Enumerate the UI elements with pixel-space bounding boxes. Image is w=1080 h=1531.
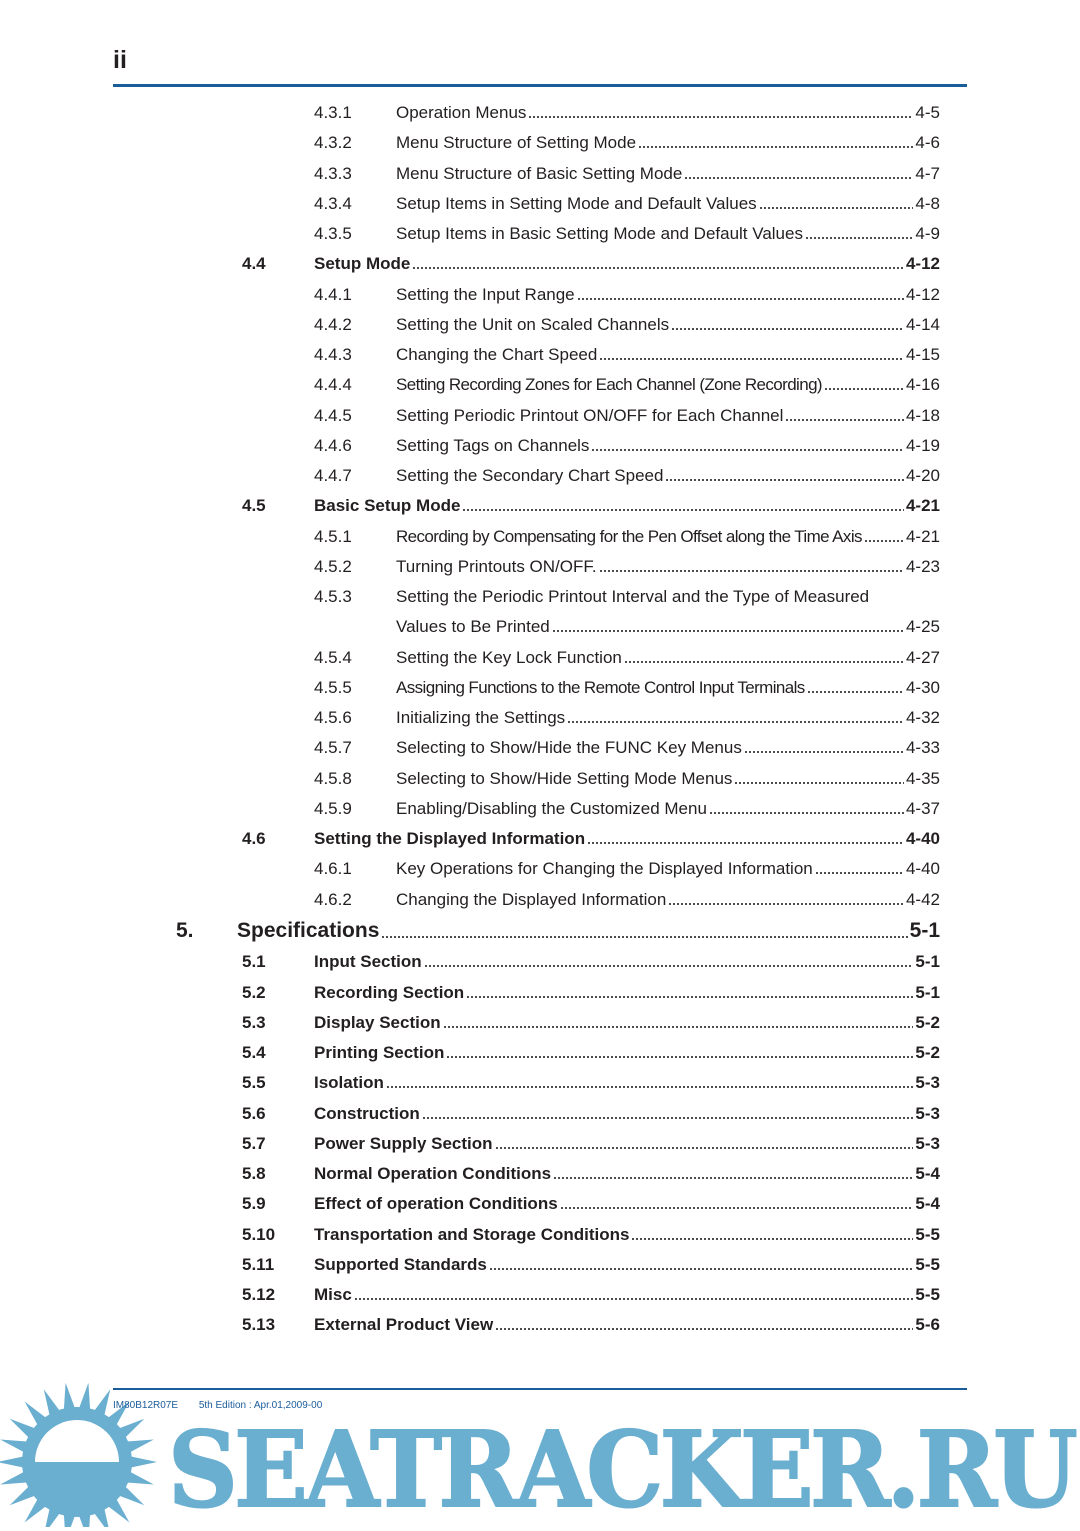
entry-title: Setting Periodic Printout ON/OFF for Each Channel — [396, 405, 784, 425]
entry-page: 4-21 — [905, 496, 940, 516]
toc-entry[interactable] — [0, 1011, 1080, 1035]
toc-entry[interactable] — [0, 313, 1080, 337]
entry-number: 4.3.3 — [314, 163, 352, 183]
toc-entry[interactable] — [0, 252, 1080, 276]
dot-leader — [386, 1085, 914, 1089]
toc-entry[interactable] — [0, 857, 1080, 881]
entry-page: 4-37 — [905, 798, 940, 818]
toc-entry[interactable] — [0, 494, 1080, 518]
entry-line — [396, 343, 940, 367]
dot-leader — [638, 145, 913, 149]
entry-number: 4.3.1 — [314, 103, 352, 122]
entry-title: Power Supply Section — [314, 1133, 493, 1153]
dot-leader — [785, 418, 904, 422]
entry-title: Setup Mode — [314, 254, 411, 274]
entry-number: 4.5.1 — [314, 526, 352, 546]
dot-leader — [709, 811, 904, 815]
dot-leader — [624, 660, 904, 664]
entry-number: 4.5.8 — [314, 768, 352, 788]
entry-line — [396, 555, 940, 579]
entry-line — [396, 706, 940, 730]
entry-line — [396, 404, 940, 428]
entry-line — [314, 1132, 940, 1156]
toc-entry[interactable] — [0, 1132, 1080, 1156]
entry-page: 5-1 — [915, 982, 940, 1002]
toc-entry[interactable] — [0, 222, 1080, 246]
dot-leader — [560, 1206, 914, 1210]
toc-entry[interactable] — [0, 192, 1080, 216]
entry-title: Effect of operation Conditions — [314, 1194, 558, 1214]
entry-number: 5.4 — [242, 1043, 266, 1062]
edition: 5th Edition : Apr.01,2009-00 — [198, 1400, 323, 1411]
entry-number: 5.9 — [242, 1194, 266, 1214]
doc-id: IM80B12R07E — [113, 1400, 179, 1411]
entry-page: 4-20 — [905, 466, 940, 485]
toc-entry[interactable] — [0, 1041, 1080, 1065]
entry-number: 4.4.4 — [314, 375, 352, 395]
entry-page: 5-3 — [915, 1103, 940, 1123]
dot-leader — [815, 871, 904, 875]
entry-line — [396, 373, 940, 397]
toc-entry[interactable] — [0, 1253, 1080, 1277]
entry-number: 4.4 — [242, 254, 266, 274]
entry-title: Initializing the Settings — [396, 708, 566, 727]
entry-title: Setting Tags on Channels — [396, 435, 590, 455]
entry-line — [396, 313, 940, 337]
toc-entry[interactable] — [0, 404, 1080, 428]
toc-entry[interactable] — [0, 888, 1080, 912]
dot-leader — [567, 720, 904, 724]
entry-title: Assigning Functions to the Remote Control Input Terminals — [396, 677, 805, 697]
entry-line — [314, 1313, 940, 1337]
toc-entry[interactable] — [0, 555, 1080, 579]
toc-entry[interactable] — [0, 1283, 1080, 1307]
toc-entry[interactable] — [0, 917, 1080, 945]
toc-entry[interactable] — [0, 676, 1080, 700]
dot-leader — [528, 115, 913, 119]
entry-number: 5.8 — [242, 1164, 266, 1183]
entry-number: 4.6 — [242, 829, 266, 848]
dot-leader — [424, 964, 914, 968]
entry-number: 5.7 — [242, 1133, 266, 1153]
dot-leader — [495, 1327, 913, 1331]
entry-number: 4.5.2 — [314, 556, 352, 576]
dot-leader — [671, 327, 904, 331]
dot-leader — [552, 629, 904, 633]
entry-line — [396, 464, 940, 488]
entry-page: 4-25 — [905, 617, 940, 637]
dot-leader — [759, 206, 914, 210]
entry-line — [396, 797, 940, 821]
toc-entry[interactable] — [0, 767, 1080, 791]
toc-entry[interactable] — [0, 1162, 1080, 1186]
toc-entry[interactable] — [0, 1102, 1080, 1126]
toc-entry[interactable] — [0, 1223, 1080, 1247]
dot-leader — [412, 266, 904, 270]
entry-number: 4.5.7 — [314, 738, 352, 758]
entry-title: Turning Printouts ON/OFF. — [396, 556, 597, 576]
entry-page: 5-1 — [909, 918, 940, 942]
entry-line — [314, 1223, 940, 1247]
toc-entry[interactable] — [0, 706, 1080, 730]
entry-number: 4.3.4 — [314, 193, 352, 213]
entry-line — [314, 252, 940, 276]
entry-number: 4.5.3 — [314, 587, 352, 606]
dot-leader — [381, 935, 907, 939]
entry-title: Specifications — [237, 918, 380, 942]
entry-line — [314, 950, 940, 974]
entry-number: 4.6.1 — [314, 859, 352, 879]
dot-leader — [495, 1146, 914, 1150]
dot-leader — [462, 508, 904, 512]
dot-leader — [668, 902, 904, 906]
entry-line — [396, 283, 940, 307]
entry-number: 5.12 — [242, 1285, 276, 1304]
entry-line — [314, 1192, 940, 1216]
entry-title: Display Section — [314, 1012, 441, 1032]
toc-entry[interactable] — [0, 615, 1080, 639]
entry-page: 4-32 — [905, 708, 940, 727]
entry-page: 4-12 — [905, 254, 940, 274]
toc-entry[interactable] — [0, 343, 1080, 367]
toc-entry[interactable] — [0, 525, 1080, 549]
dot-leader — [466, 995, 913, 999]
entry-number: 5.2 — [242, 982, 266, 1002]
entry-title: Input Section — [314, 952, 422, 972]
entry-title: Normal Operation Conditions — [314, 1164, 552, 1183]
entry-title: Values to Be Printed — [396, 617, 550, 637]
entry-title: Setting the Displayed Information — [314, 829, 586, 848]
entry-line — [314, 1283, 940, 1307]
dot-leader — [587, 841, 904, 845]
entry-page: 4-21 — [905, 526, 940, 546]
entry-line — [396, 888, 940, 912]
entry-page: 5-1 — [915, 952, 940, 972]
entry-page: 4-40 — [905, 859, 940, 879]
entry-title: External Product View — [314, 1315, 494, 1335]
entry-number: 4.5.4 — [314, 647, 352, 667]
toc-entry[interactable] — [0, 283, 1080, 307]
entry-title: Construction — [314, 1103, 420, 1123]
toc-entry[interactable] — [0, 162, 1080, 186]
toc-entry[interactable] — [0, 585, 1080, 609]
entry-line — [396, 767, 940, 791]
dot-leader — [599, 569, 904, 573]
entry-line — [314, 1071, 940, 1095]
entry-number: 4.3.2 — [314, 133, 352, 153]
entry-title: Misc — [314, 1285, 352, 1304]
entry-title: Printing Section — [314, 1043, 445, 1062]
entry-title: Enabling/Disabling the Customized Menu — [396, 798, 707, 818]
entry-number: 4.6.2 — [314, 889, 352, 909]
entry-page: 5-3 — [915, 1073, 940, 1093]
entry-number: 4.5.9 — [314, 798, 352, 818]
entry-page: 4-6 — [915, 133, 940, 153]
entry-line — [314, 1102, 940, 1126]
toc-entry[interactable] — [0, 950, 1080, 974]
entry-page: 4-16 — [905, 375, 940, 395]
entry-number: 4.4.7 — [314, 466, 352, 485]
entry-number: 5.10 — [242, 1224, 276, 1244]
toc-entry[interactable] — [0, 797, 1080, 821]
entry-line — [396, 585, 940, 609]
dot-leader — [631, 1237, 913, 1241]
entry-number: 4.5.5 — [314, 677, 352, 697]
entry-title: Operation Menus — [396, 103, 527, 122]
entry-line — [237, 917, 940, 945]
entry-line — [396, 101, 940, 125]
entry-line — [396, 615, 940, 639]
entry-number: 4.4.6 — [314, 435, 352, 455]
entry-page: 5-4 — [915, 1164, 940, 1183]
entry-number: 5. — [176, 918, 194, 942]
entry-title: Changing the Displayed Information — [396, 889, 667, 909]
entry-page: 4-35 — [905, 768, 940, 788]
toc-entry[interactable] — [0, 1071, 1080, 1095]
toc-entry[interactable] — [0, 101, 1080, 125]
entry-page: 4-30 — [905, 677, 940, 697]
entry-line — [396, 131, 940, 155]
watermark-text: SEATRACKER.RU — [168, 1408, 1074, 1531]
entry-line — [396, 434, 940, 458]
entry-line — [314, 1253, 940, 1277]
entry-title: Setting the Periodic Printout Interval and the Type of Measured — [396, 587, 870, 606]
entry-page: 4-23 — [905, 556, 940, 576]
entry-title: Setting the Unit on Scaled Channels — [396, 314, 670, 334]
dot-leader — [354, 1297, 914, 1301]
entry-page: 5-2 — [915, 1012, 940, 1032]
entry-number: 5.13 — [242, 1315, 276, 1335]
entry-line — [396, 736, 940, 760]
page-number: ii — [113, 46, 127, 74]
entry-page: 4-15 — [905, 345, 940, 364]
entry-page: 4-42 — [905, 889, 940, 909]
dot-leader — [805, 236, 913, 240]
entry-line — [314, 1162, 940, 1186]
entry-page: 4-14 — [905, 314, 940, 334]
entry-page: 5-3 — [915, 1133, 940, 1153]
entry-title: Setting the Key Lock Function — [396, 647, 622, 667]
entry-title: Setting Recording Zones for Each Channel (Zone Recording) — [396, 375, 822, 395]
toc-entry[interactable] — [0, 434, 1080, 458]
dot-leader — [665, 478, 904, 482]
entry-line — [396, 192, 940, 216]
toc-entry[interactable] — [0, 1192, 1080, 1216]
entry-page: 5-6 — [915, 1315, 940, 1335]
dot-leader — [684, 176, 913, 180]
entry-number: 4.3.5 — [314, 224, 352, 243]
entry-page: 4-18 — [905, 405, 940, 425]
entry-page: 4-5 — [915, 103, 940, 122]
footer — [113, 1400, 340, 1412]
entry-line — [314, 1011, 940, 1035]
entry-page: 4-7 — [915, 163, 940, 183]
entry-title: Changing the Chart Speed — [396, 345, 598, 364]
entry-line — [314, 494, 940, 518]
entry-line — [314, 981, 940, 1005]
entry-number: 4.4.1 — [314, 284, 352, 304]
entry-number: 4.5.6 — [314, 708, 352, 727]
entry-title: Setting the Secondary Chart Speed — [396, 466, 664, 485]
dot-leader — [489, 1267, 914, 1271]
dot-leader — [443, 1025, 914, 1029]
entry-number: 5.11 — [242, 1254, 275, 1274]
dot-leader — [577, 297, 904, 301]
entry-page: 5-5 — [915, 1285, 940, 1304]
entry-page: 4-27 — [905, 647, 940, 667]
entry-title: Isolation — [314, 1073, 384, 1093]
entry-line — [314, 827, 940, 851]
dot-leader — [591, 448, 904, 452]
entry-line — [396, 676, 940, 700]
dot-leader — [734, 781, 904, 785]
entry-title: Setup Items in Setting Mode and Default Values — [396, 193, 757, 213]
dot-leader — [553, 1176, 913, 1180]
entry-page: 5-5 — [915, 1254, 940, 1274]
entry-title: Setting the Input Range — [396, 284, 575, 304]
entry-title: Key Operations for Changing the Displayed Information — [396, 859, 813, 879]
entry-page: 4-9 — [915, 224, 940, 243]
toc-entry[interactable] — [0, 736, 1080, 760]
entry-number: 4.4.2 — [314, 314, 352, 334]
entry-line — [396, 162, 940, 186]
entry-line — [396, 857, 940, 881]
dot-leader — [422, 1116, 914, 1120]
entry-title: Basic Setup Mode — [314, 496, 461, 516]
entry-title: Recording by Compensating for the Pen Offset along the Time Axis — [396, 526, 862, 546]
entry-page: 4-8 — [915, 193, 940, 213]
dot-leader — [864, 539, 904, 543]
dot-leader — [446, 1055, 913, 1059]
entry-number: 5.6 — [242, 1103, 266, 1123]
entry-number: 4.4.5 — [314, 405, 352, 425]
entry-title: Menu Structure of Basic Setting Mode — [396, 163, 683, 183]
entry-number: 4.5 — [242, 496, 266, 516]
toc-entry[interactable] — [0, 981, 1080, 1005]
entry-title: Selecting to Show/Hide Setting Mode Menus — [396, 768, 733, 788]
entry-line — [396, 646, 940, 670]
entry-title: Setup Items in Basic Setting Mode and Default Values — [396, 224, 803, 243]
entry-page: 4-12 — [905, 284, 940, 304]
entry-page: 5-2 — [915, 1043, 940, 1062]
entry-number: 5.5 — [242, 1073, 266, 1093]
header-rule — [113, 84, 967, 87]
dot-leader — [824, 387, 904, 391]
entry-title: Menu Structure of Setting Mode — [396, 133, 637, 153]
dot-leader — [744, 750, 904, 754]
toc-entry[interactable] — [0, 1313, 1080, 1337]
entry-line — [396, 525, 940, 549]
entry-title: Supported Standards — [314, 1254, 487, 1274]
entry-page: 5-4 — [915, 1194, 940, 1214]
entry-number: 5.1 — [242, 952, 266, 972]
entry-line — [314, 1041, 940, 1065]
toc-entry[interactable] — [0, 646, 1080, 670]
toc-entry[interactable] — [0, 827, 1080, 851]
entry-page: 4-19 — [905, 435, 940, 455]
dot-leader — [807, 690, 904, 694]
entry-page: 4-40 — [905, 829, 940, 848]
toc-entry[interactable] — [0, 464, 1080, 488]
dot-leader — [599, 357, 904, 361]
entry-page: 5-5 — [915, 1224, 940, 1244]
entry-title: Recording Section — [314, 982, 465, 1002]
entry-title: Transportation and Storage Conditions — [314, 1224, 630, 1244]
entry-line — [396, 222, 940, 246]
entry-title: Selecting to Show/Hide the FUNC Key Menus — [396, 738, 742, 758]
toc-entry[interactable] — [0, 373, 1080, 397]
entry-number: 4.4.3 — [314, 345, 352, 364]
entry-number: 5.3 — [242, 1012, 266, 1032]
toc-entry[interactable] — [0, 131, 1080, 155]
entry-page: 4-33 — [905, 738, 940, 758]
